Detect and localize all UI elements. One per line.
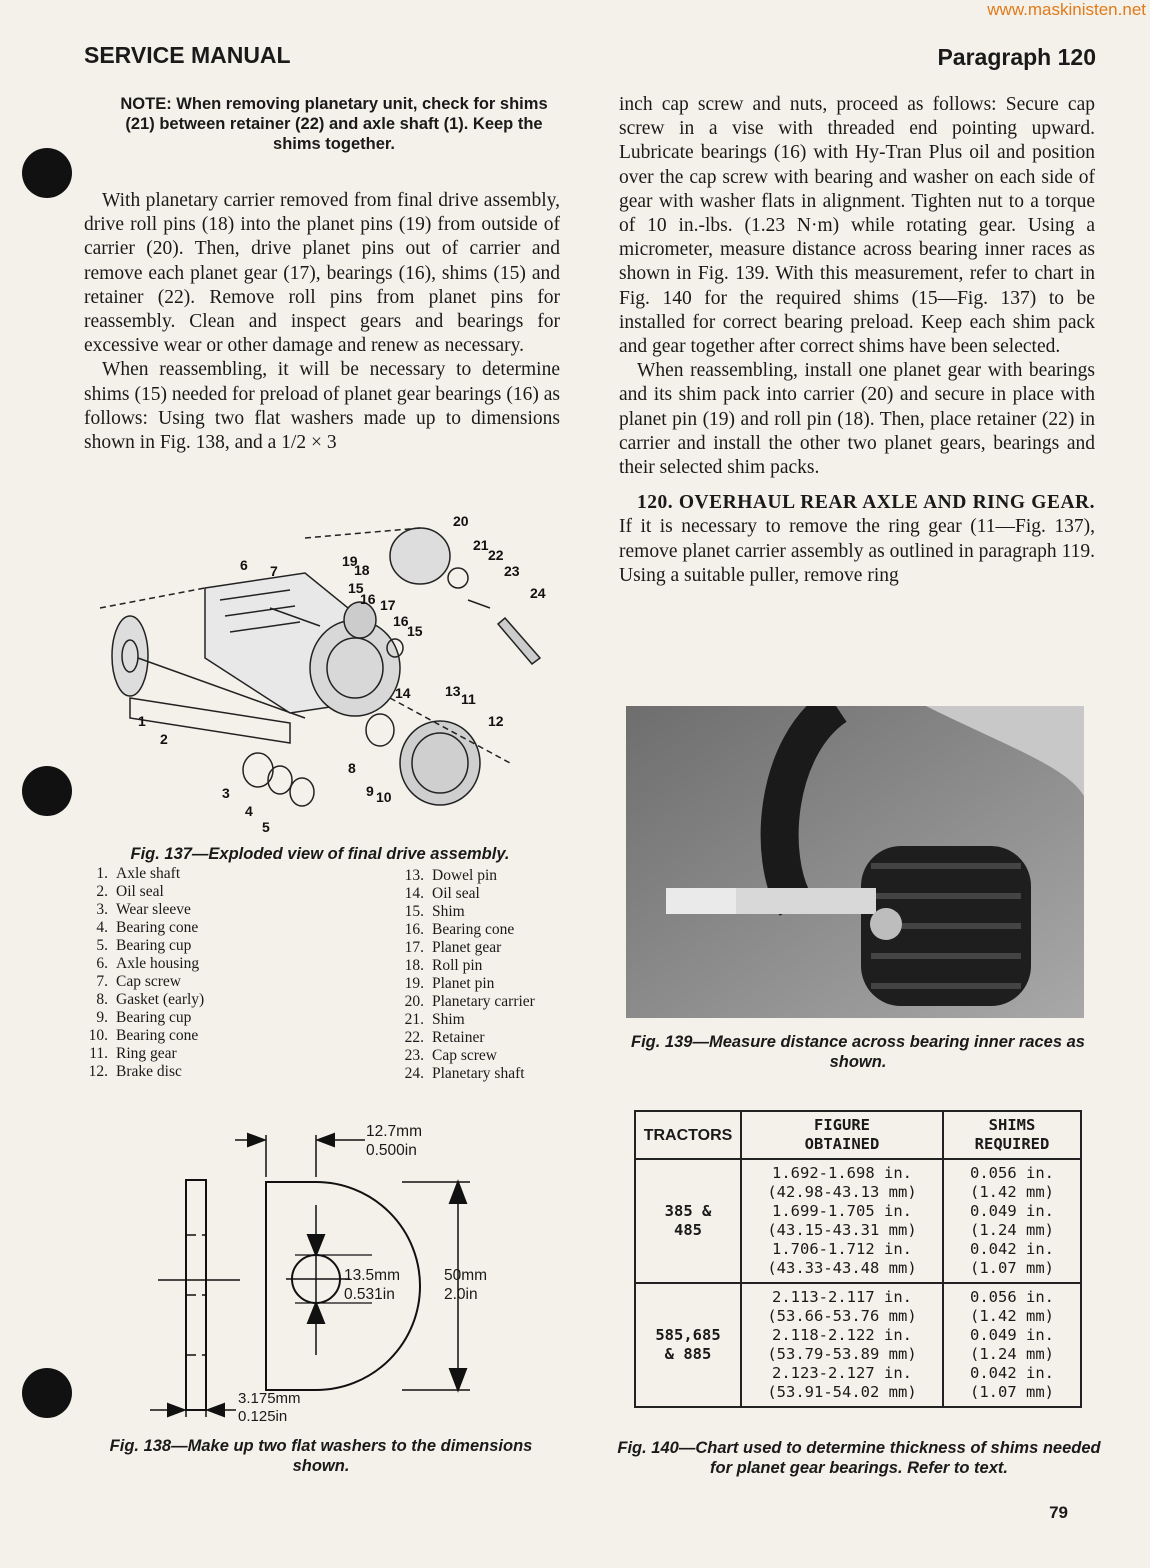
fig137-legend-right [400, 867, 535, 1083]
dim-text: 50mm [444, 1267, 488, 1284]
dim-height [444, 1266, 487, 1304]
legend-item: 11. Ring gear [89, 1045, 177, 1062]
binder-hole [22, 766, 72, 816]
legend-item: 20. Planetary carrier [404, 993, 535, 1010]
svg-text:4: 4 [245, 803, 253, 819]
fig140-caption: Fig. 140—Chart used to determine thickness of shims needed for planet gear bearings. Refer to text. [617, 1439, 1101, 1477]
svg-text:16: 16 [360, 591, 376, 607]
table-header-row [635, 1111, 1081, 1159]
table-row [635, 1283, 1081, 1407]
svg-text:24: 24 [530, 585, 546, 601]
right-column-text [619, 93, 1095, 588]
fig137-exploded-drawing [90, 508, 550, 838]
header-title: SERVICE MANUAL [84, 42, 291, 68]
fig138-caption: Fig. 138—Make up two flat washers to the dimensions shown. [109, 1437, 533, 1475]
svg-text:11: 11 [461, 691, 476, 707]
dim-text: 0.531in [344, 1286, 395, 1303]
section-heading: 120. OVERHAUL REAR AXLE AND RING GEAR. [637, 492, 1095, 514]
svg-text:10: 10 [376, 789, 392, 805]
svg-text:2: 2 [160, 731, 168, 747]
dim-text: 0.500in [366, 1142, 417, 1159]
figure-cell: 1.692-1.698 in. (42.98-43.13 mm) 1.699-1.705 in. (43.15-43.31 mm) 1.706-1.712 in. (43.33-43.48 mm) [741, 1159, 943, 1283]
legend-item: 8. Gasket (early) [96, 991, 205, 1008]
section-paragraph [619, 491, 1095, 588]
svg-text:16: 16 [393, 613, 409, 629]
svg-text:21: 21 [473, 537, 489, 553]
legend-item: 22. Retainer [404, 1029, 485, 1046]
svg-text:15: 15 [348, 580, 364, 596]
dim-text: 0.125in [238, 1408, 288, 1425]
dim-text: 12.7mm [366, 1123, 422, 1140]
page-number: 79 [1049, 1503, 1068, 1522]
note: NOTE: When removing planetary unit, check for shims (21) between retainer (22) and axle shaft (1). Keep the shims together. [120, 95, 548, 153]
legend-item: 17. Planet gear [404, 939, 502, 956]
dim-text: 2.0in [444, 1286, 478, 1303]
dim-top [366, 1122, 422, 1160]
svg-text:7: 7 [270, 563, 278, 579]
legend-item: 4. Bearing cone [96, 919, 199, 936]
legend-item: 15. Shim [404, 903, 465, 920]
tractors-cell: 385 & 485 [635, 1159, 741, 1283]
svg-text:19: 19 [342, 553, 358, 569]
binder-hole [22, 148, 72, 198]
svg-text:18: 18 [354, 562, 370, 578]
fig140-shim-chart [634, 1110, 1082, 1408]
svg-text:22: 22 [488, 547, 504, 563]
legend-item: 7. Cap screw [96, 973, 181, 990]
shims-cell: 0.056 in. (1.42 mm) 0.049 in. (1.24 mm) 0.042 in. (1.07 mm) [943, 1159, 1081, 1283]
left-column-text [84, 189, 560, 455]
svg-text:13: 13 [445, 683, 461, 699]
fig137-caption: Fig. 137—Exploded view of final drive assembly. [130, 845, 510, 863]
svg-text:23: 23 [504, 563, 520, 579]
legend-item: 18. Roll pin [404, 957, 483, 974]
header-paragraph: Paragraph 120 [937, 44, 1096, 70]
legend-item: 6. Axle housing [96, 955, 200, 972]
legend-item: 2. Oil seal [96, 883, 164, 900]
legend-item: 12. Brake disc [88, 1063, 182, 1080]
table-row [635, 1159, 1081, 1283]
dim-hole [344, 1266, 400, 1304]
binder-hole [22, 1368, 72, 1418]
svg-text:14: 14 [395, 685, 411, 701]
svg-text:15: 15 [407, 623, 423, 639]
svg-text:17: 17 [380, 597, 396, 613]
paragraph: When reassembling, install one planet gear with bearings and its shim pack into carrier (20) and secure in place with planet pin (19) and roll pin (18). Then, place retainer (22) in carrier and install the other two planet gears, bearings and their selected shim packs. [619, 360, 1095, 479]
shims-cell: 0.056 in. (1.42 mm) 0.049 in. (1.24 mm) 0.042 in. (1.07 mm) [943, 1283, 1081, 1407]
legend-item: 21. Shim [404, 1011, 465, 1028]
legend-item: 13. Dowel pin [404, 867, 498, 884]
fig137-legend-left [84, 865, 204, 1081]
svg-text:12: 12 [488, 713, 504, 729]
svg-text:1: 1 [138, 713, 146, 729]
dim-text: 13.5mm [344, 1267, 400, 1284]
paragraph: With planetary carrier removed from final drive assembly, drive roll pins (18) into the planet pins (19) from outside of carrier (20). Then, drive planet pins out of carrier and remove each planet gear (17), bearings (16), shims (15) and retainer (22). Remove roll pins from planet pins for reassembly. Clean and inspect gears and bearings for excessive wear or other damage and renew as necessary. [84, 190, 560, 357]
legend-item: 16. Bearing cone [404, 921, 515, 938]
paragraph-text: If it is necessary to remove the ring gear (11—Fig. 137), remove planet carrier assembly as outlined in paragraph 119. Using a suitable puller, remove ring [619, 516, 1095, 586]
paragraph: inch cap screw and nuts, proceed as follows: Secure cap screw in a vise with threaded end pointing upward. Lubricate bearings (16) with Hy-Tran Plus oil and position over the cap screw with bearing and washer on each side of gear with washer flats in alignment. Tighten nut to a torque of 10 in.-lbs. (1.23 N·m) while rotating gear. Using a micrometer, measure distance across bearing inner races as shown in Fig. 139. With this measurement, refer to chart in Fig. 140 for the required shims (15—Fig. 137) to be installed for correct bearing preload. Keep each shim pack and gear together after correct shims have been selected. [619, 94, 1095, 358]
dim-text: 3.175mm [238, 1390, 301, 1407]
legend-item: 1. Axle shaft [96, 865, 181, 882]
svg-text:8: 8 [348, 760, 356, 776]
fig139-photo [626, 706, 1084, 1018]
legend-item: 5. Bearing cup [96, 937, 192, 954]
fig139-caption: Fig. 139—Measure distance across bearing inner races as shown. [631, 1033, 1085, 1071]
watermark: www.maskinisten.net [987, 0, 1146, 19]
svg-text:5: 5 [262, 819, 270, 835]
legend-item: 19. Planet pin [404, 975, 495, 992]
tractors-cell: 585,685 & 885 [635, 1283, 741, 1407]
paragraph: When reassembling, it will be necessary to determine shims (15) needed for preload of planet gear bearings (16) as follows: Using two flat washers made up to dimensions shown in Fig. 138, and a 1/2 × 3 [84, 359, 560, 454]
micrometer-photo-illustration [626, 706, 1084, 1018]
svg-text:20: 20 [453, 513, 469, 529]
legend-item: 24. Planetary shaft [404, 1065, 525, 1082]
legend-item: 10. Bearing cone [88, 1027, 199, 1044]
dim-thickness [238, 1390, 301, 1426]
legend-item: 14. Oil seal [404, 885, 480, 902]
column-header-shims: SHIMS REQUIRED [943, 1111, 1081, 1159]
column-header-tractors: TRACTORS [635, 1111, 741, 1159]
legend-item: 3. Wear sleeve [96, 901, 191, 918]
legend-item: 9. Bearing cup [96, 1009, 192, 1026]
column-header-figure: FIGURE OBTAINED [741, 1111, 943, 1159]
figure-cell: 2.113-2.117 in. (53.66-53.76 mm) 2.118-2.122 in. (53.79-53.89 mm) 2.123-2.127 in. (53.91-54.02 mm) [741, 1283, 943, 1407]
svg-text:3: 3 [222, 785, 230, 801]
svg-text:9: 9 [366, 783, 374, 799]
legend-item: 23. Cap screw [404, 1047, 497, 1064]
svg-text:6: 6 [240, 557, 248, 573]
